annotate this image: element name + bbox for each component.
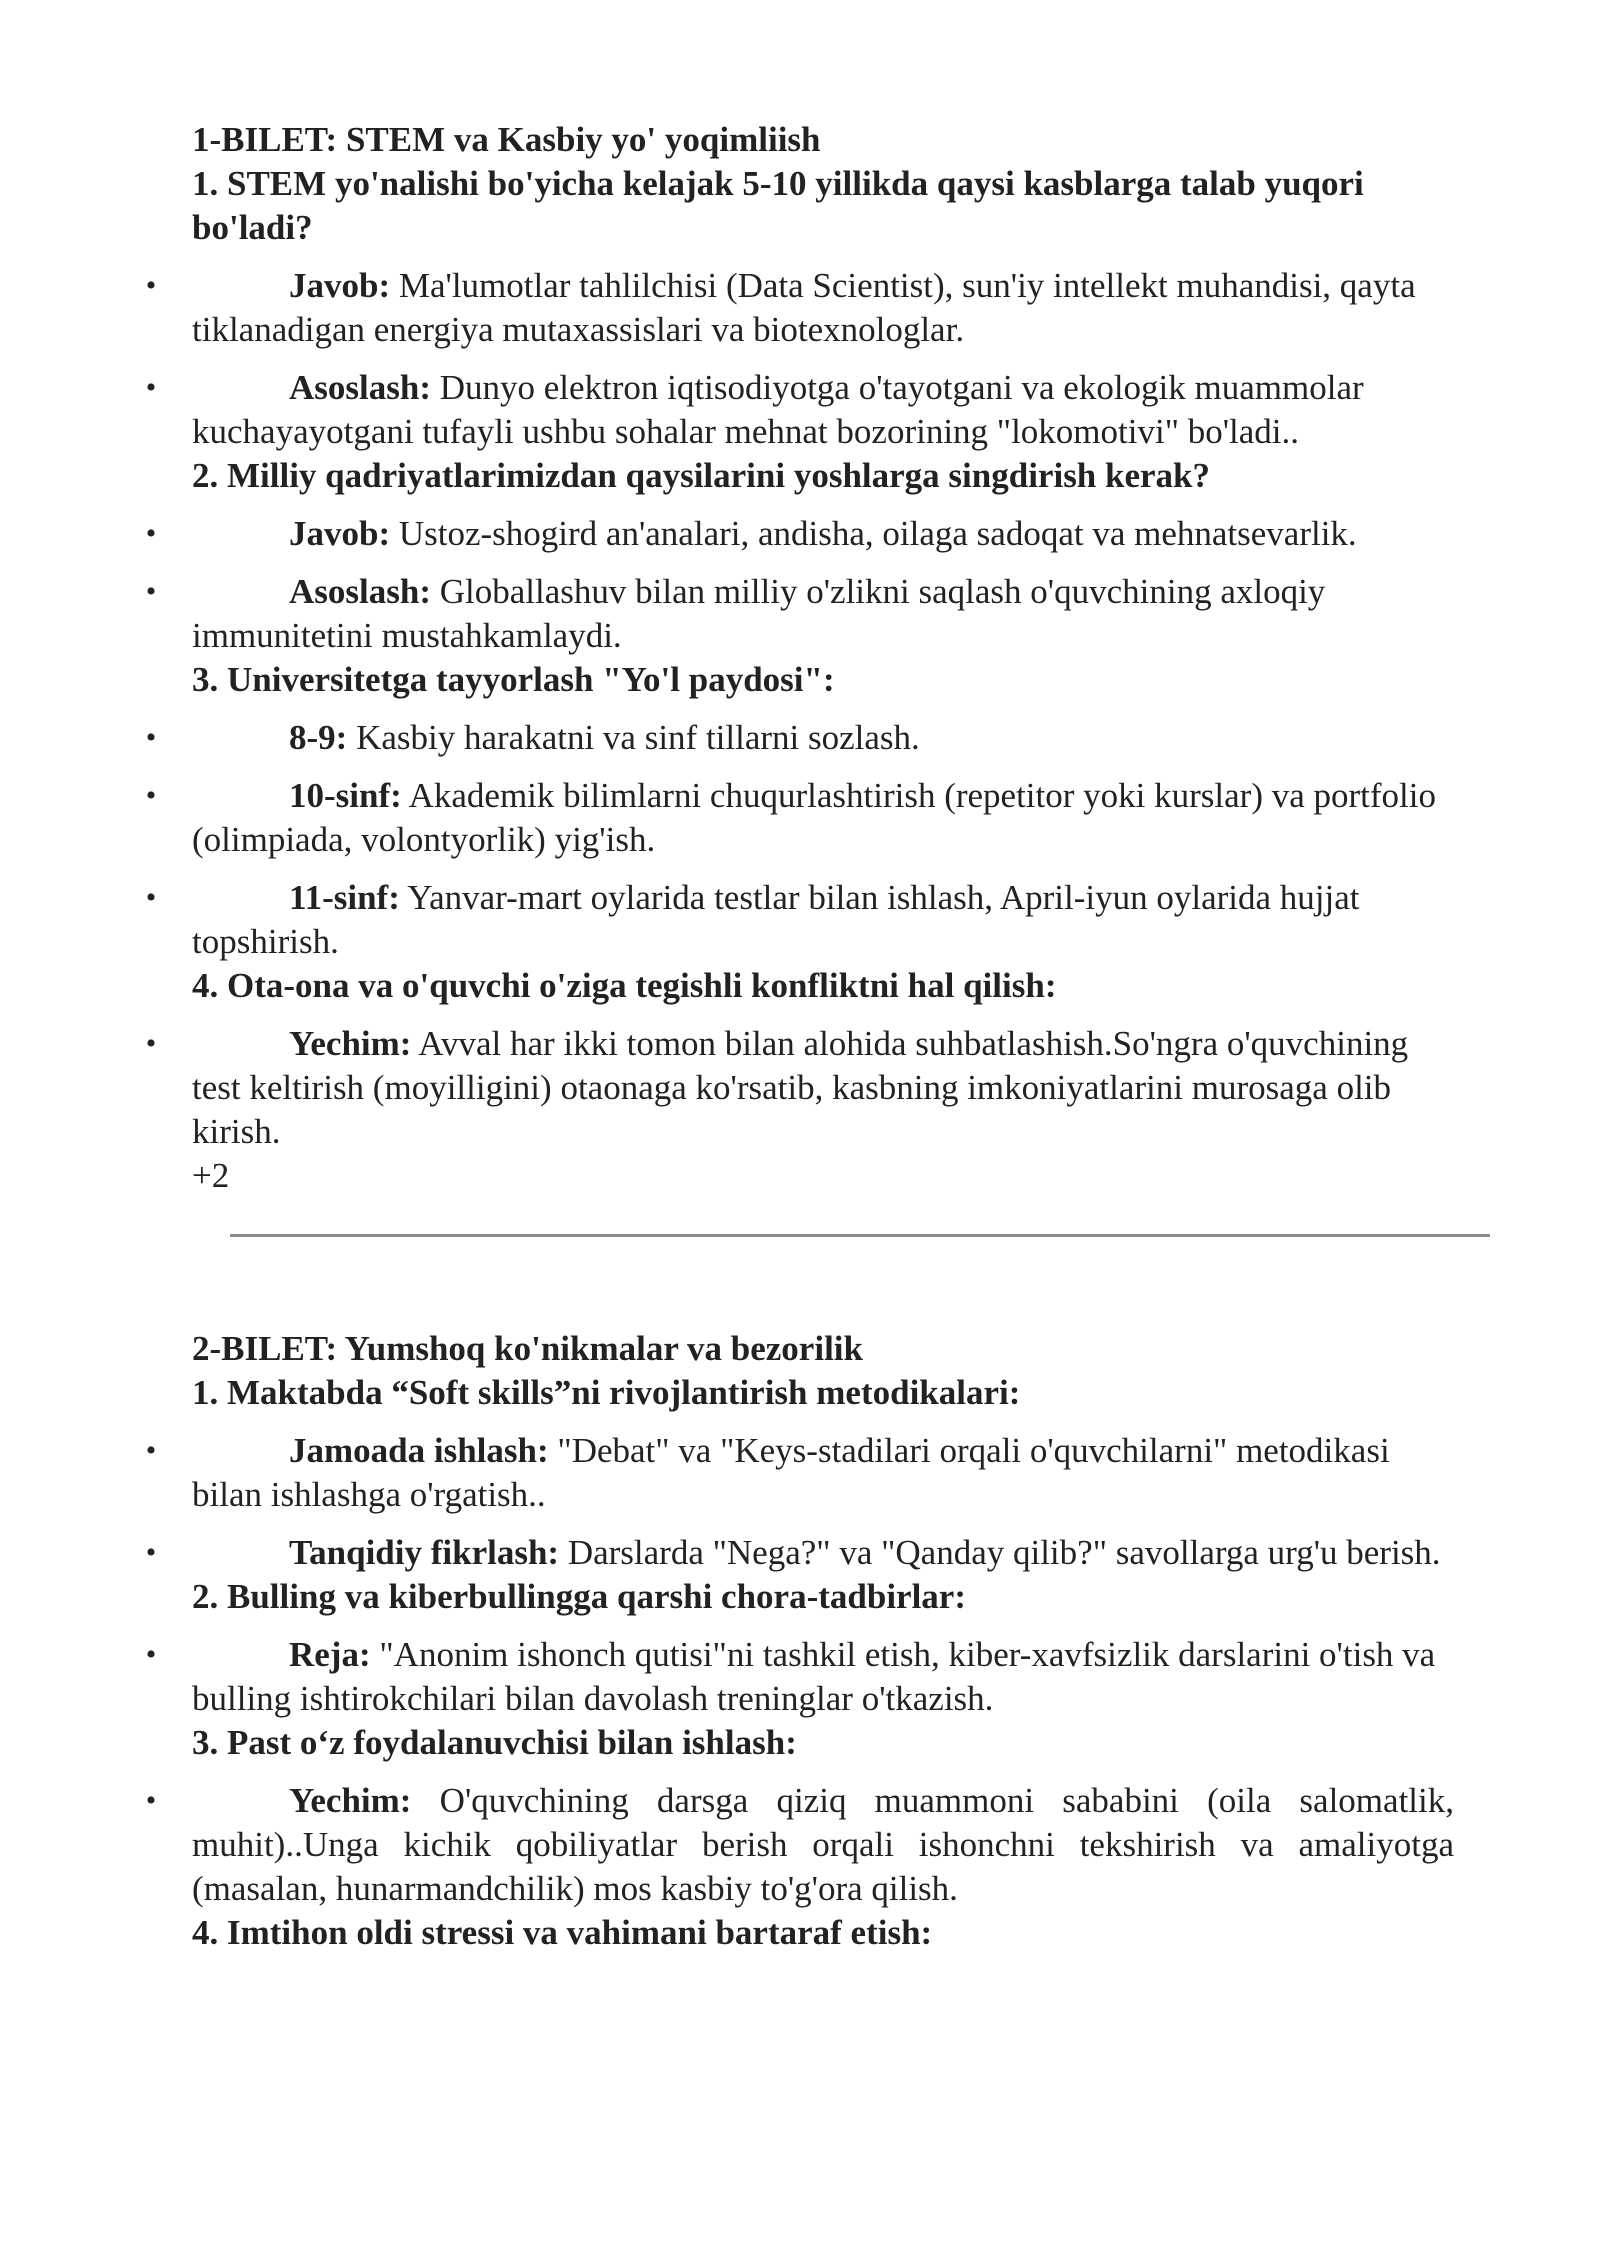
- ticket-2-question-3: 3. Past oʻz foydalanuvchisi bilan ishlash:: [192, 1723, 797, 1762]
- item-text: Dunyo elektron iqtisodiyotga o'tayotgani va ekologik muammolar kuchayayotgani tufayli ushbu sohalar mehnat bozorining "lokomotivi" bo'ladi..: [192, 368, 1364, 451]
- list-item: [145, 876, 1454, 964]
- ticket-1-question-2: 2. Milliy qadriyatlarimizdan qaysilarini yoshlarga singdirish kerak?: [192, 456, 1211, 495]
- item-label: Javob:: [289, 266, 391, 305]
- list-item: [145, 570, 1454, 658]
- ticket-1-question-3: 3. Universitetga tayyorlash "Yo'l paydosi":: [192, 660, 835, 699]
- list-item: [145, 512, 1454, 556]
- item-text: "Debat" va "Keys-stadilari orqali o'quvchilarni" metodikasi bilan ishlashga o'rgatish..: [192, 1431, 1390, 1514]
- list-item: [145, 716, 1454, 760]
- item-text: "Anonim ishonch qutisi"ni tashkil etish, kiber-xavfsizlik darslarini o'tish va bulling ishtirokchilari bilan davolash treninglar o'tkazish.: [192, 1635, 1436, 1718]
- item-label: 11-sinf:: [289, 878, 400, 917]
- item-label: 10-sinf:: [289, 776, 402, 815]
- item-label: 8-9:: [289, 718, 348, 757]
- ticket-2-question-1: 1. Maktabda “Soft skills”ni rivojlantirish metodikalari:: [192, 1373, 1021, 1412]
- item-label: Tanqidiy fikrlash:: [289, 1533, 560, 1572]
- list-item: [145, 1022, 1454, 1154]
- item-label: Jamoada ishlash:: [289, 1431, 549, 1470]
- item-label: Javob:: [289, 514, 391, 553]
- bullet-icon: •: [145, 517, 157, 550]
- item-text: O'quvchining darsga qiziq muammoni sababini (oila salomatlik, muhit)..Unga kichik qobiliyatlar berish orqali ishonchni tekshirish va amaliyotga (masalan, hunarmandchilik) mos kasbiy to'g'ora qilish.: [192, 1781, 1454, 1908]
- list-item: [145, 1633, 1454, 1721]
- list-item: [145, 774, 1454, 862]
- list-item: [145, 1429, 1454, 1517]
- list-item: [145, 1779, 1454, 1911]
- item-text: Yanvar-mart oylarida testlar bilan ishlash, April-iyun oylarida hujjat topshirish.: [192, 878, 1360, 961]
- item-label: Yechim:: [289, 1781, 412, 1820]
- bullet-icon: •: [145, 1027, 157, 1060]
- item-label: Reja:: [289, 1635, 371, 1674]
- bullet-icon: •: [145, 1536, 157, 1569]
- item-text: Kasbiy harakatni va sinf tillarni sozlash.: [347, 718, 920, 757]
- bullet-icon: •: [145, 881, 157, 914]
- item-text: Akademik bilimlarni chuqurlashtirish (repetitor yoki kurslar) va portfolio (olimpiada, volontyorlik) yig'ish.: [192, 776, 1436, 859]
- item-label: Asoslash:: [289, 368, 431, 407]
- item-text: Avval har ikki tomon bilan alohida suhbatlashish.So'ngra o'quvchining test keltirish (moyilligini) otaonaga ko'rsatib, kasbning imkoniyatlarini murosaga olib kirish.: [192, 1024, 1409, 1151]
- bullet-icon: •: [145, 1638, 157, 1671]
- ticket-1-title: 1-BILET: STEM va Kasbiy yo' yoqimliish: [192, 120, 821, 159]
- ticket-2-question-2: 2. Bulling va kiberbullingga qarshi chora-tadbirlar:: [192, 1577, 966, 1616]
- item-label: Asoslash:: [289, 572, 431, 611]
- item-text: Ustoz-shogird an'analari, andisha, oilaga sadoqat va mehnatsevarlik.: [390, 514, 1357, 553]
- bullet-icon: •: [145, 1434, 157, 1467]
- ticket-2-title: 2-BILET: Yumshoq ko'nikmalar va bezorilik: [192, 1329, 863, 1368]
- list-item: [145, 264, 1454, 352]
- list-item: [145, 1531, 1454, 1575]
- list-item: [145, 366, 1454, 454]
- document-content: [145, 118, 1454, 1955]
- ticket-1: [145, 118, 1454, 1237]
- ticket-2-question-4: 4. Imtihon oldi stressi va vahimani bartaraf etish:: [192, 1913, 933, 1952]
- bullet-icon: •: [145, 779, 157, 812]
- item-text: Globallashuv bilan milliy o'zlikni saqlash o'quvchining axloqiy immunitetini mustahkamlaydi.: [192, 572, 1326, 655]
- item-label: Yechim:: [289, 1024, 412, 1063]
- bullet-icon: •: [145, 371, 157, 404]
- bullet-icon: •: [145, 575, 157, 608]
- bullet-icon: •: [145, 269, 157, 302]
- ticket-2: [145, 1327, 1454, 1955]
- ticket-1-question-4: 4. Ota-ona va o'quvchi o'ziga tegishli konfliktni hal qilish:: [192, 966, 1057, 1005]
- bullet-icon: •: [145, 721, 157, 754]
- item-text: Ma'lumotlar tahlilchisi (Data Scientist), sun'iy intellekt muhandisi, qayta tiklanadigan energiya mutaxassislari va biotexnologlar.: [192, 266, 1416, 349]
- bullet-icon: •: [145, 1784, 157, 1817]
- item-text: Darslarda "Nega?" va "Qanday qilib?" savollarga urg'u berish.: [559, 1533, 1441, 1572]
- ticket-1-question-1: 1. STEM yo'nalishi bo'yicha kelajak 5-10 yillikda qaysi kasblarga talab yuqori bo'ladi?: [192, 164, 1364, 247]
- extra-note: +2: [192, 1156, 230, 1195]
- spacer: [192, 1237, 1454, 1327]
